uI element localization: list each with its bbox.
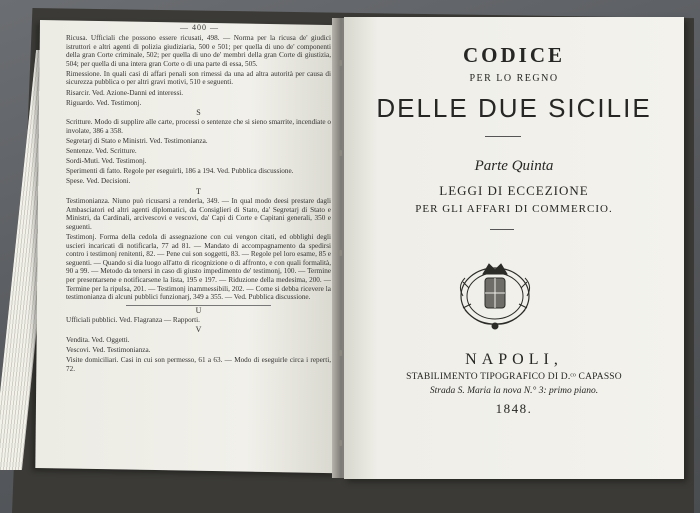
imprint-address: Strada S. Maria la nova N.° 3: primo piano. [429, 386, 599, 396]
divider [490, 229, 514, 230]
subtitle-leggi: LEGGI DI ECCEZIONE [439, 183, 589, 198]
index-entry: Scritture. Modo di supplire alle carte, processi o sentenze che si sieno smarrite, incendiate o involate, 386 a 358. [66, 118, 331, 135]
page-number: — 400 — [180, 23, 219, 32]
index-entry: Sperimenti di fatto. Regole per eseguirli, 186 a 194. Ved. Pubblica discussione. [66, 167, 294, 176]
index-entry: Segretarj di Stato e Ministri. Ved. Testimonianza. [66, 137, 208, 146]
index-entry: Testimonianza. Niuno può ricusarsi a renderla, 349. — In qual modo deesi prestare dagli Ambasciatori ed altri agenti diplomatici, da Consiglieri di Stato, da' Segretarj di Stato e Ministri, da Cardinali, arcivescovi e vescovi, da' Capi di Corte e Capitani generali, 350 e seguenti. [66, 197, 331, 231]
imprint-city: NAPOLI, [465, 351, 563, 368]
index-entry: Vescovi. Ved. Testimonianza. [66, 346, 151, 355]
divider [485, 136, 521, 137]
index-entry: Riguardo. Ved. Testimonj. [66, 98, 142, 107]
index-letter-s: S [196, 107, 201, 117]
index-entry: Visite domiciliari. Casi in cui son permesso, 61 a 63. — Modo di eseguirle circa i reperti, 72. [66, 356, 331, 373]
index-entry: Sentenze. Ved. Scritture. [66, 147, 137, 156]
binding-thread [339, 150, 342, 156]
index-letter-t: T [196, 186, 201, 196]
index-entry: Testimonj. Forma della cedola di assegnazione con cui vengon citati, ed obblighi degli uscieri incaricati di notificarla, 77 ad 81. — Mandato di accompagnamento da spedirsi contro i testimonj renitenti, 82. — Pene cui son soggetti, 83. — Regole pel loro esame, 85 e seguenti. — Quando si dia luogo all'atto di ricognizione o di affronto, e con quali formalità, 90 a 99. — Metodo da tenersi in caso di giusto impedimento de' testimonj, 100. — Termine per presentarsene e notificarsene la lista, 195 e 197. — Riduzione della medesima, 200. — Termine per la ripulsa, 201. — Testimonj inammessibili, 202. — Come si debba ricevere la testimonianza di alcuni pubblici funzionarj, 349 a 355. — Ved. Pubblica discussione. [66, 232, 331, 302]
part-label: Parte Quinta [474, 158, 554, 174]
index-entry: Spese. Ved. Decisioni. [66, 177, 131, 186]
title-codice: CODICE [462, 43, 565, 67]
binding-thread [339, 440, 342, 446]
index-entry: Rimessione. In quali casi di affari penali son rimessi da una ad altra autorità per causa di sicurezza pubblica o per altri gravi motivi, 510 e seguenti. [66, 69, 331, 87]
index-entry: Sordi-Muti. Ved. Testimonj. [66, 157, 147, 166]
index-entry: Ricusa. Ufficiali che possono essere ricusati, 498. — Norma per la ricusa de' giudici istruttori e altri agenti di polizia giudiziaria, 500 e 501; per quella di uno de' componenti della gran Corte criminale, 502; per quella di uno de' membri della gran Corte di giustizia, 504; per quella di una intera gran Corte o di una parte di essa, 505. [66, 34, 331, 68]
title-per-lo-regno: PER LO REGNO [469, 73, 559, 84]
index-entry: Vendita. Ved. Oggetti. [66, 336, 130, 344]
binding-thread [339, 60, 342, 66]
binding-thread [339, 350, 342, 356]
subtitle-affari: PER GLI AFFARI DI COMMERCIO. [415, 203, 613, 215]
title-delle-due-sicilie: DELLE DUE SICILIE [376, 93, 652, 123]
index-entry: Ufficiali pubblici. Ved. Flagranza — Rapporti. [66, 316, 200, 325]
index-letter-v: V [195, 325, 202, 335]
index-letter-u: U [195, 305, 202, 315]
imprint-printer: STABILIMENTO TIPOGRAFICO DI D.ᶜᵒ CAPASSO [406, 372, 622, 382]
index-entry: Risarcir. Ved. Azione-Danni ed interessi. [66, 88, 184, 97]
binding-thread [339, 250, 342, 256]
coat-of-arms-icon [449, 252, 541, 334]
index-text [66, 34, 331, 375]
imprint-year: 1848. [495, 401, 533, 416]
